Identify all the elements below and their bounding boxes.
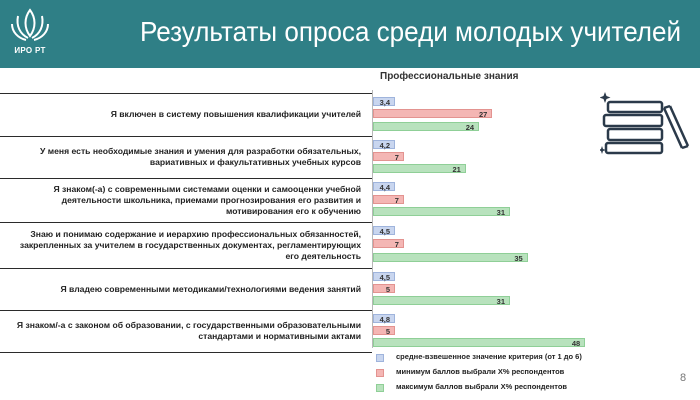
bar-max xyxy=(373,338,585,347)
category-label: Я включен в систему повышения квалификации учителей xyxy=(110,109,361,119)
row-separator xyxy=(0,268,372,269)
bar-value-label: 5 xyxy=(385,327,391,336)
row-separator xyxy=(0,136,372,137)
bar-value-label: 4,4 xyxy=(379,183,390,192)
legend-label: средне-взвешенное значение критерия (от 1 до 6) xyxy=(396,352,582,361)
books-illustration xyxy=(600,88,692,160)
category-label: Я знаком/-а с законом об образовании, с государственными образовательными стандартами и нормативными актами xyxy=(16,320,361,341)
bar-min xyxy=(373,239,404,248)
legend-swatch-green xyxy=(376,384,384,392)
bar-value-label: 21 xyxy=(452,165,461,174)
bar-value-label: 4,2 xyxy=(379,141,390,150)
bar-max xyxy=(373,164,466,173)
category-label: Я знаком(-а) с современными системами оценки и самооценки учебной деятельности школьника, приемами прогнозирования его развития и мотивирования его к обучению xyxy=(53,183,361,216)
bar-value-label: 7 xyxy=(394,240,399,250)
bar-value-label: 35 xyxy=(514,253,523,263)
bar-value-label: 3,4 xyxy=(379,98,390,107)
bar-min xyxy=(373,195,404,204)
bar-value-label: 7 xyxy=(394,153,399,162)
chart-title: Профессиональные знания xyxy=(380,71,519,82)
bar-min xyxy=(373,284,395,293)
bar-min xyxy=(373,326,395,335)
row-separator xyxy=(0,178,372,179)
books-icon xyxy=(600,88,692,160)
bar-value-label: 27 xyxy=(478,110,488,120)
leaf-emblem-icon xyxy=(6,4,54,48)
legend-swatch-blue xyxy=(376,354,384,362)
row-separator xyxy=(0,310,372,311)
legend-label: минимум баллов выбрали X% респондентов xyxy=(396,367,565,376)
bar-value-label: 24 xyxy=(465,122,475,132)
iro-logo xyxy=(6,4,54,64)
bar-value-label: 4,5 xyxy=(379,227,390,236)
bar-value-label: 31 xyxy=(496,297,506,306)
bar-max xyxy=(373,296,510,305)
bar-value-label: 4,5 xyxy=(379,273,390,282)
bar-max xyxy=(373,253,528,262)
legend-item-weighted xyxy=(376,350,676,364)
logo-text: ИРО РТ xyxy=(14,46,46,55)
bar-weighted xyxy=(373,140,395,149)
bar-max xyxy=(373,122,479,131)
bar-weighted xyxy=(373,182,395,191)
legend-swatch-red xyxy=(376,369,384,377)
bar-weighted xyxy=(373,226,395,235)
bar-min xyxy=(373,152,404,161)
bar-value-label: 48 xyxy=(571,339,581,348)
row-separator xyxy=(0,93,372,94)
row-separator xyxy=(0,222,372,223)
category-label: У меня есть необходимые знания и умения для разработки обязательных, вариативных и факультативных учебных курсов xyxy=(40,146,361,167)
bar-weighted xyxy=(373,314,395,323)
header-banner xyxy=(0,0,700,68)
bar-weighted xyxy=(373,97,395,106)
legend-label: максимум баллов выбрали X% респондентов xyxy=(396,382,568,391)
legend-item-max xyxy=(376,380,676,394)
bar-value-label: 7 xyxy=(394,195,399,205)
bar-value-label: 31 xyxy=(496,208,506,218)
bar-value-label: 4,8 xyxy=(379,315,390,324)
legend-item-min xyxy=(376,365,676,379)
row-separator xyxy=(0,352,372,353)
bar-min xyxy=(373,109,492,118)
page-title: Результаты опроса среди молодых учителей xyxy=(140,16,682,47)
page-number: 8 xyxy=(680,372,687,384)
category-label: Я владею современными методиками/технологиями ведения занятий xyxy=(60,283,361,294)
category-label: Знаю и понимаю содержание и иерархию профессиональных обязанностей, закрепленных за учителем в государственных документах, регламентирующих его деятельность xyxy=(19,228,361,261)
bar-max xyxy=(373,207,510,216)
bar-value-label: 5 xyxy=(385,285,391,294)
bar-weighted xyxy=(373,272,395,281)
